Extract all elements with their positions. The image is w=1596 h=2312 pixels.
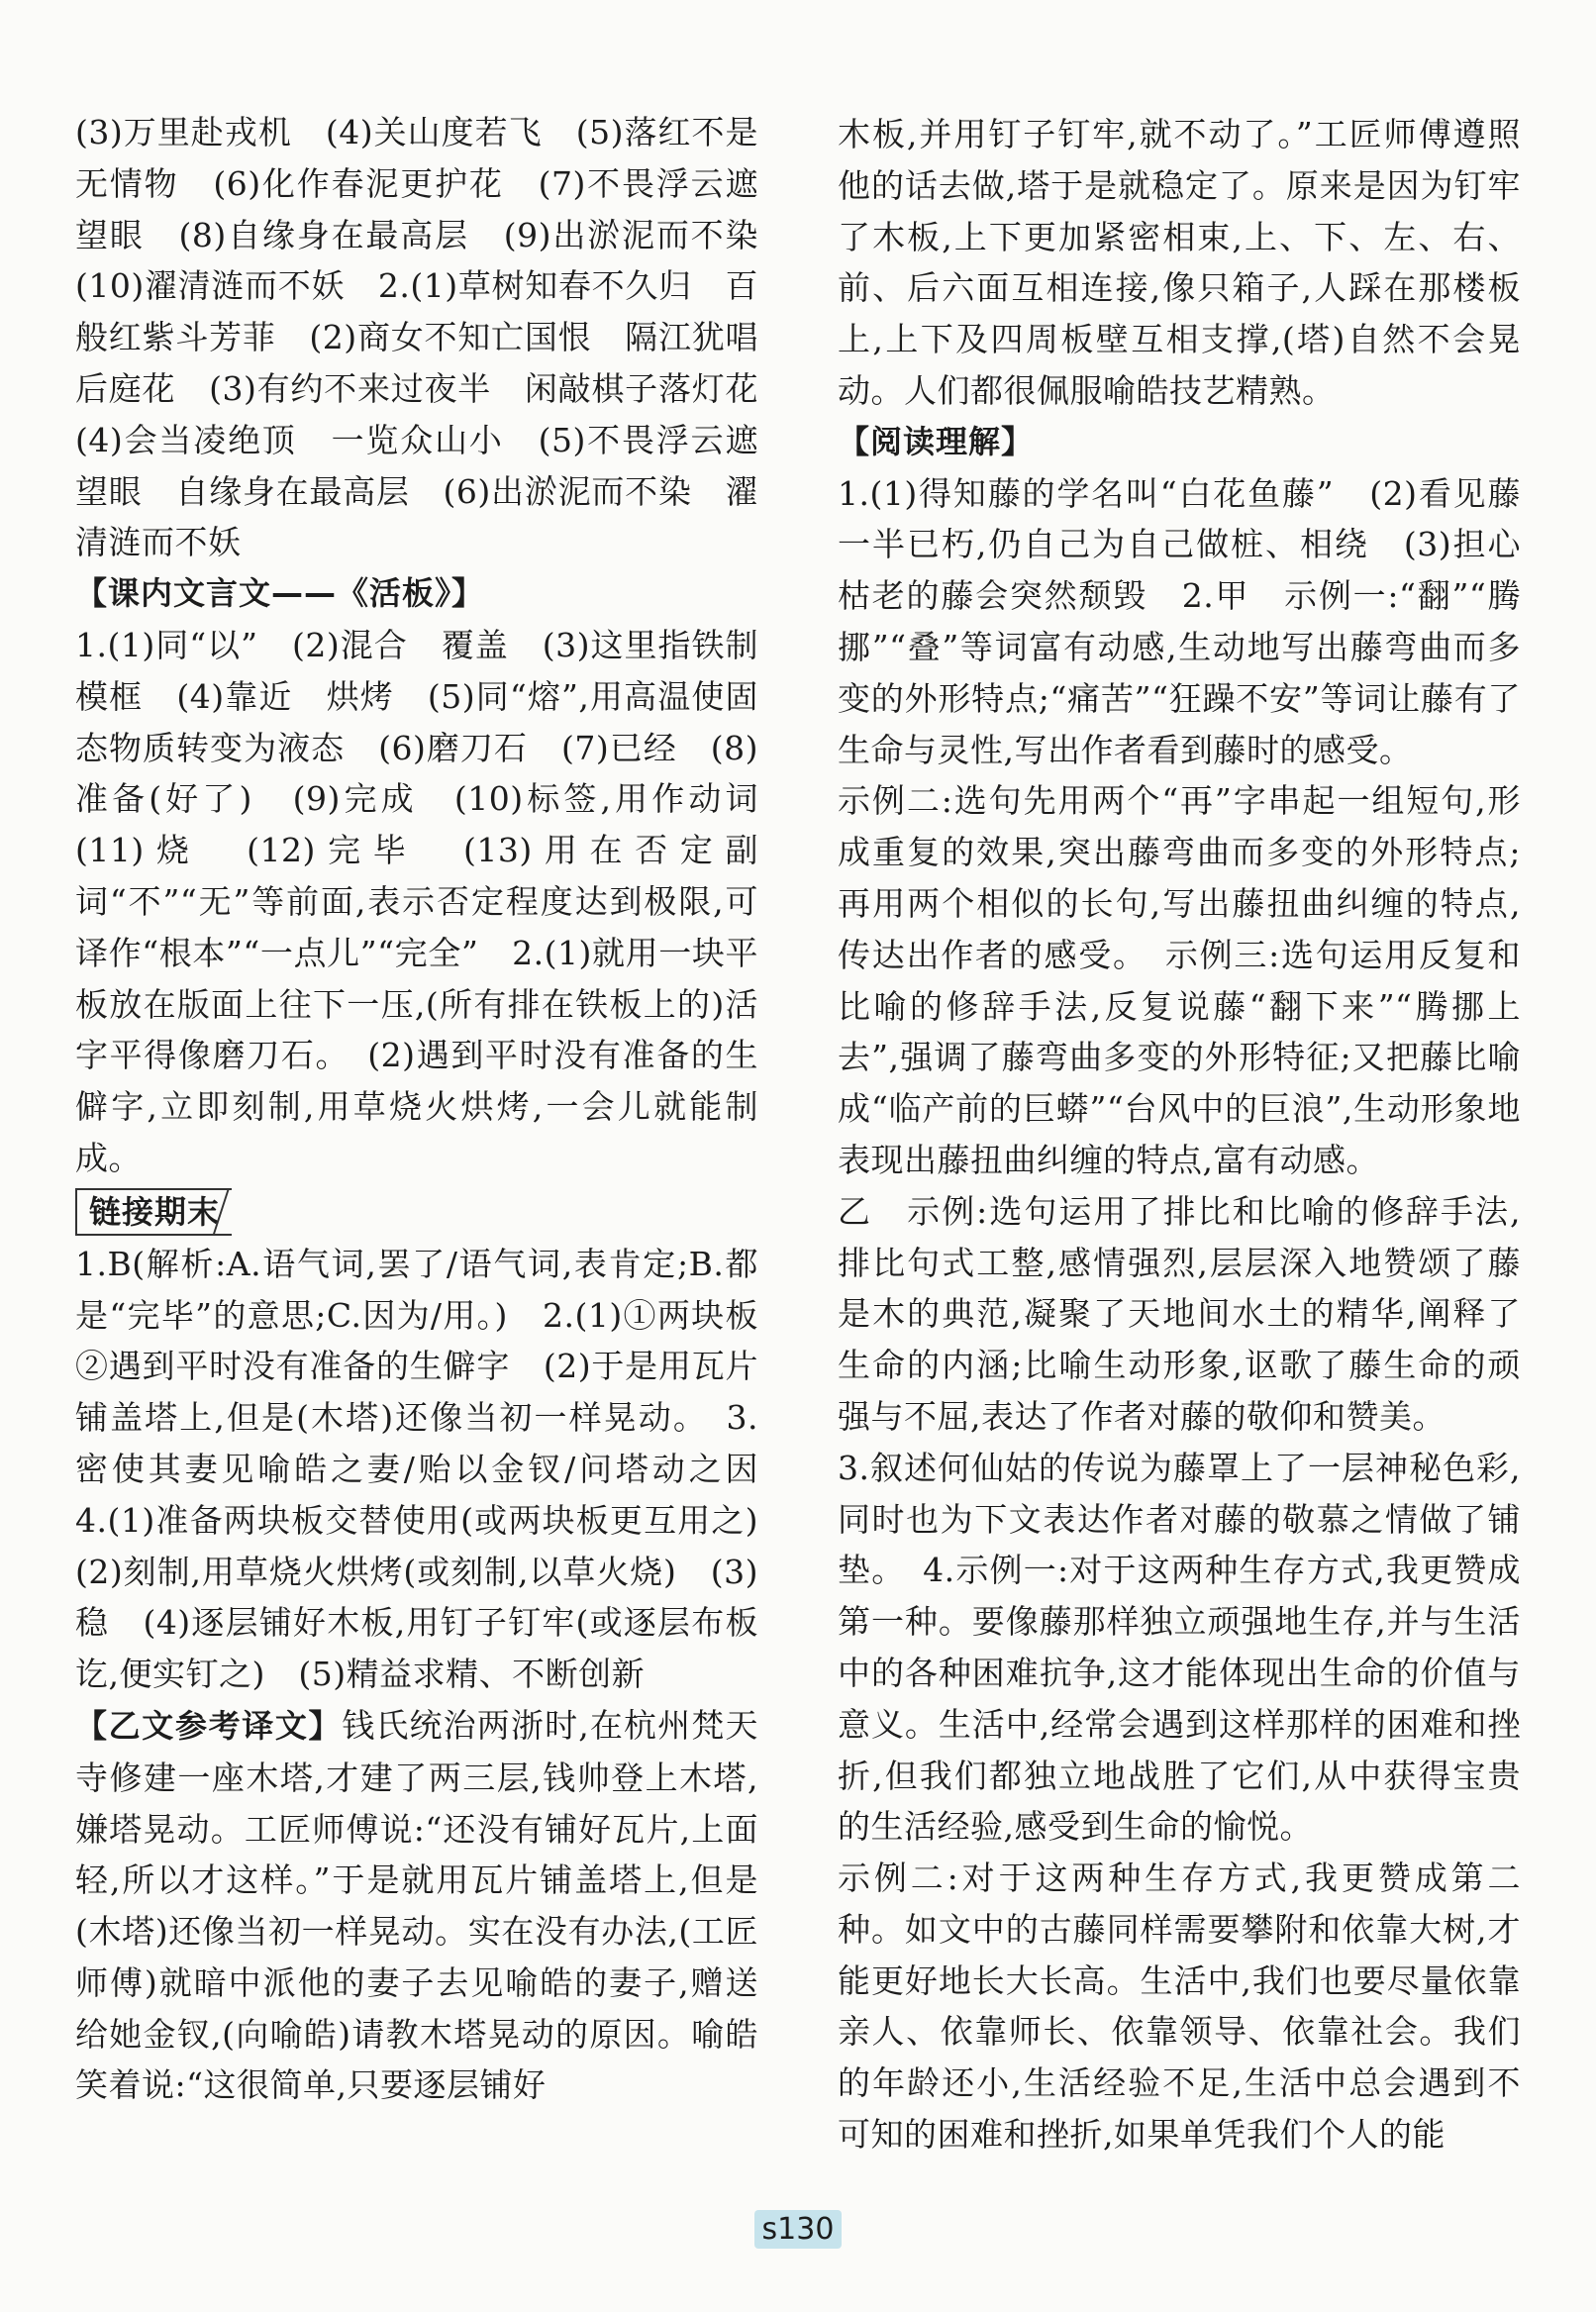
answer-paragraph: 1.B(解析:A.语气词,罢了/语气词,表肯定;B.都是“完毕”的意思;C.因为/用。) 2.(1)①两块板 ②遇到平时没有准备的生僻字 (2)于是用瓦片铺盖塔上,但是(木塔)还像当初一样晃动。 3.密使其妻见喻皓之妻/贻以金钗/问塔动之因 4.(1)准备两块板交替使用(或两块板更互用之) (2)刻制,用草烧火烘烤(或刻制,以草火烧) (3)稳 (4)逐层铺好木板,用钉子钉牢(或逐层布板讫,便实钉之) (5)精益求精、不断创新 (75, 1244, 792, 1694)
answer-paragraph: (3)万里赴戎机 (4)关山度若飞 (5)落红不是无情物 (6)化作春泥更护花 (7)不畏浮云遮望眼 (8)自缘身在最高层 (9)出淤泥而不染 (10)濯清涟而不妖 2.(1)草树知春不久归 百般红紫斗芳菲 (2)商女不知亡国恨 隔江犹唱后庭花 (3)有约不来过夜半 闲敲棋子落灯花 (4)会当凌绝顶 一览众山小 (5)不畏浮云遮望眼 自缘身在最高层 (6)出淤泥而不染 濯清涟而不妖 (75, 113, 792, 562)
section-heading: 【阅读理解】 (838, 422, 1035, 460)
boxed-heading-row (75, 1184, 758, 1239)
answer-paragraph: 1.(1)同“以” (2)混合 覆盖 (3)这里指铁制模框 (4)靠近 烘烤 (5)同“熔”,用高温使固态物质转变为液态 (6)磨刀石 (7)已经 (8)准备(好了) (9)完成 (10)标签,用作动词 (11)烧 (12)完毕 (13)用在否定副词“不”“无”等前面,表示否定程度达到极限,可译作“根本”“一点儿”“完全” 2.(1)就用一块平板放在版面上往下一压,(所有排在铁板上的)活字平得像磨刀石。 (2)遇到平时没有准备的生僻字,立即刻制,用草烧火烘烤,一会儿就能制成。 (75, 625, 792, 1177)
section-heading: 【课内文言文——《活板》】 (75, 574, 485, 613)
answer-paragraph: 3.叙述何仙姑的传说为藤罩上了一层神秘色彩,同时也为下文表达作者对藤的敬慕之情做了铺垫。 4.示例一:对于这两种生存方式,我更赞成第一种。要像藤那样独立顽强地生存,并与生活中的各种困难抗争,这才能体现出生命的价值与意义。生活中,经常会遇到这样那样的困难和挫折,但我们都独立地战胜了它们,从中获得宝贵的生活经验,感受到生命的愉悦。 (838, 1448, 1521, 1847)
answer-paragraph: 1.(1)得知藤的学名叫“白花鱼藤” (2)看见藤一半已朽,仍自己为自己做桩、相绕 (3)担心枯老的藤会突然颓毁 2.甲 示例一:“翻”“腾挪”“叠”等词富有动感,生动地写出藤弯曲而多变的外形特点;“痛苦”“狂躁不安”等词让藤有了生命与灵性,写出作者看到藤时的感受。 (838, 473, 1521, 769)
boxed-heading: 链接期末 (75, 1188, 232, 1236)
translation-paragraph (75, 1700, 758, 2111)
left-column (75, 107, 792, 2111)
page-number-label: s130 (754, 2210, 843, 2249)
translation-text: 钱氏统治两浙时,在杭州梵天寺修建一座木塔,才建了两三层,钱帅登上木塔,嫌塔晃动。工匠师傅说:“还没有铺好瓦片,上面轻,所以才这样。”于是就用瓦片铺盖塔上,但是(木塔)还像当初一样晃动。实在没有办法,(工匠师傅)就暗中派他的妻子去见喻皓的妻子,赠送给她金钗,(向喻皓)请教木塔晃动的原因。喻皓笑着说:“这很简单,只要逐层铺好 (75, 1705, 758, 2105)
translation-heading: 【乙文参考译文】 (75, 1706, 343, 1745)
answer-paragraph: 乙 示例:选句运用了排比和比喻的修辞手法,排比句式工整,感情强烈,层层深入地赞颂了藤是木的典范,凝聚了天地间水土的精华,阐释了生命的内涵;比喻生动形象,讴歌了藤生命的顽强与不屈,表达了作者对藤的敬仰和赞美。 (838, 1191, 1521, 1436)
translation-paragraph: 木板,并用钉子钉牢,就不动了。”工匠师傅遵照他的话去做,塔于是就稳定了。原来是因为钉牢了木板,上下更加紧密相束,上、下、左、右、前、后六面互相连接,像只箱子,人踩在那楼板上,上下及四周板壁互相支撑,(塔)自然不会晃动。人们都很佩服喻皓技艺精熟。 (838, 115, 1521, 410)
right-column (838, 109, 1521, 2161)
answer-paragraph: 示例二:对于这两种生存方式,我更赞成第二种。如文中的古藤同样需要攀附和依靠大树,才能更好地长大长高。生活中,我们也要尽量依靠亲人、依靠师长、依靠领导、依靠社会。我们的年龄还小,生活经验不足,生活中总会遇到不可知的困难和挫折,如果单凭我们个人的能 (838, 1859, 1521, 2155)
page-number (0, 2210, 1596, 2249)
answer-paragraph: 示例二:选句先用两个“再”字串起一组短句,形成重复的效果,突出藤弯曲而多变的外形特点;再用两个相似的长句,写出藤扭曲纠缠的特点,传达出作者的感受。 示例三:选句运用反复和比喻的修辞手法,反复说藤“翻下来”“腾挪上去”,强调了藤弯曲多变的外形特征;又把藤比喻成“临产前的巨蟒”“台风中的巨浪”,生动形象地表现出藤扭曲纠缠的特点,富有动感。 (838, 781, 1521, 1179)
